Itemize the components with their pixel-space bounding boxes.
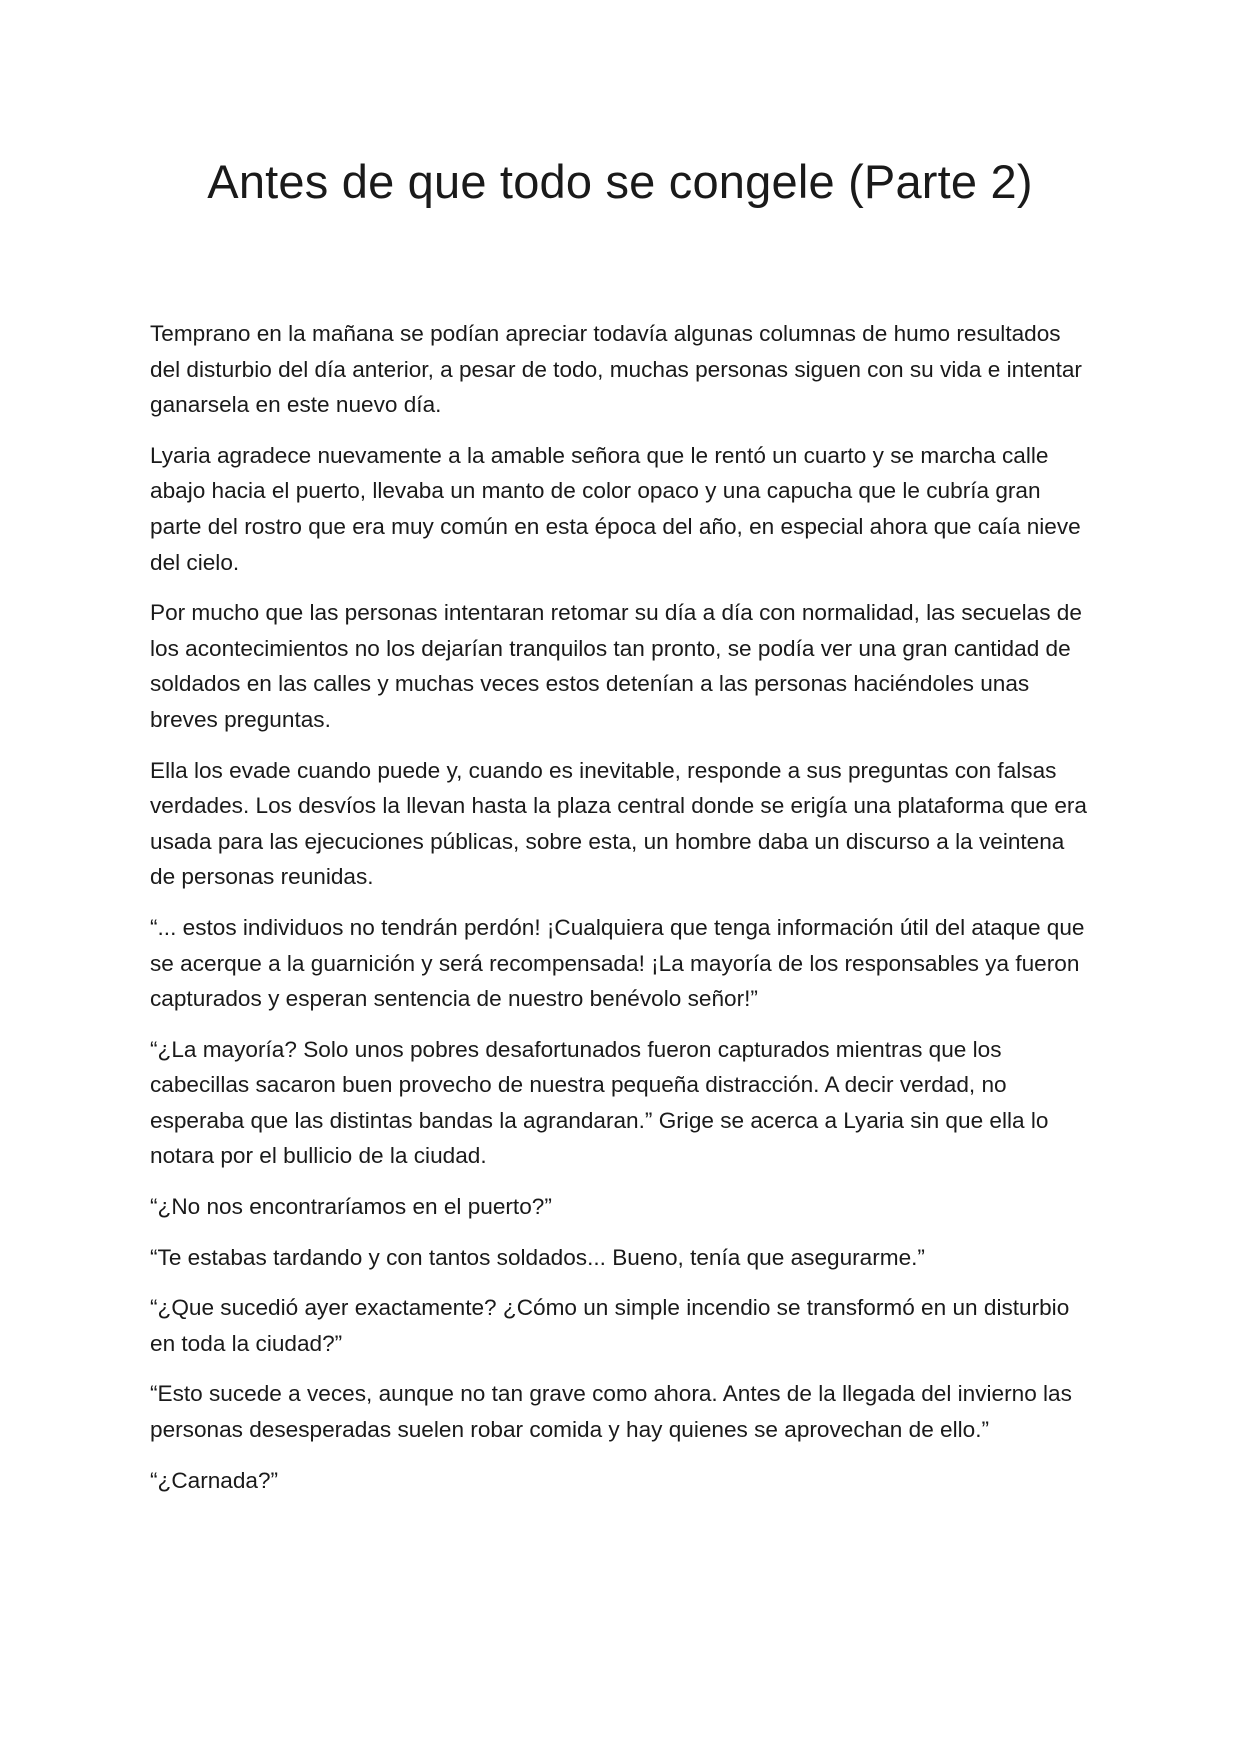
paragraph: “¿La mayoría? Solo unos pobres desafortunados fueron capturados mientras que los cabecillas sacaron buen provecho de nuestra pequeña distracción. A decir verdad, no esperaba que las distintas bandas la agrandaran.” Grige se acerca a Lyaria sin que ella lo notara por el bullicio de la ciudad.	[150, 1036, 1049, 1169]
paragraph: Ella los evade cuando puede y, cuando es inevitable, responde a sus preguntas con falsas verdades. Los desvíos la llevan hasta la plaza central donde se erigía una plataforma que era usada para las ejecuciones públicas, sobre esta, un hombre daba un discurso a la veintena de personas reunidas.	[150, 757, 1087, 890]
dialogue-line: “¿Carnada?”	[150, 1467, 279, 1493]
document-title: Antes de que todo se congele (Parte 2)	[207, 155, 1033, 208]
dialogue-line: “¿No nos encontraríamos en el puerto?”	[150, 1194, 552, 1220]
dialogue-line: “Te estabas tardando y con tantos soldados... Bueno, tenía que asegurarme.”	[150, 1244, 925, 1270]
paragraph: “Esto sucede a veces, aunque no tan grave como ahora. Antes de la llegada del invierno las personas desesperadas suelen robar comida y hay quienes se aprovechan de ello.”	[150, 1381, 1072, 1443]
paragraph: Lyaria agradece nuevamente a la amable señora que le rentó un cuarto y se marcha calle abajo hacia el puerto, llevaba un manto de color opaco y una capucha que le cubría gran parte del rostro que era muy común en esta época del año, en especial ahora que caía nieve del cielo.	[150, 442, 1081, 575]
paragraph: Temprano en la mañana se podían apreciar todavía algunas columnas de humo resultados del disturbio del día anterior, a pesar de todo, muchas personas siguen con su vida e intentar ganarsela en este nuevo día.	[150, 321, 1082, 418]
paragraph: “... estos individuos no tendrán perdón! ¡Cualquiera que tenga información útil del ataque que se acerque a la guarnición y será recompensada! ¡La mayoría de los responsables ya fueron capturados y esperan sentencia de nuestro benévolo señor!”	[150, 914, 1085, 1012]
paragraph: Por mucho que las personas intentaran retomar su día a día con normalidad, las secuelas de los acontecimientos no los dejarían tranquilos tan pronto, se podía ver una gran cantidad de soldados en las calles y muchas veces estos detenían a las personas haciéndoles unas breves preguntas.	[150, 600, 1082, 732]
paragraph: “¿Que sucedió ayer exactamente? ¿Cómo un simple incendio se transformó en un disturbio en toda la ciudad?”	[150, 1295, 1070, 1356]
document-body	[150, 316, 1090, 1513]
